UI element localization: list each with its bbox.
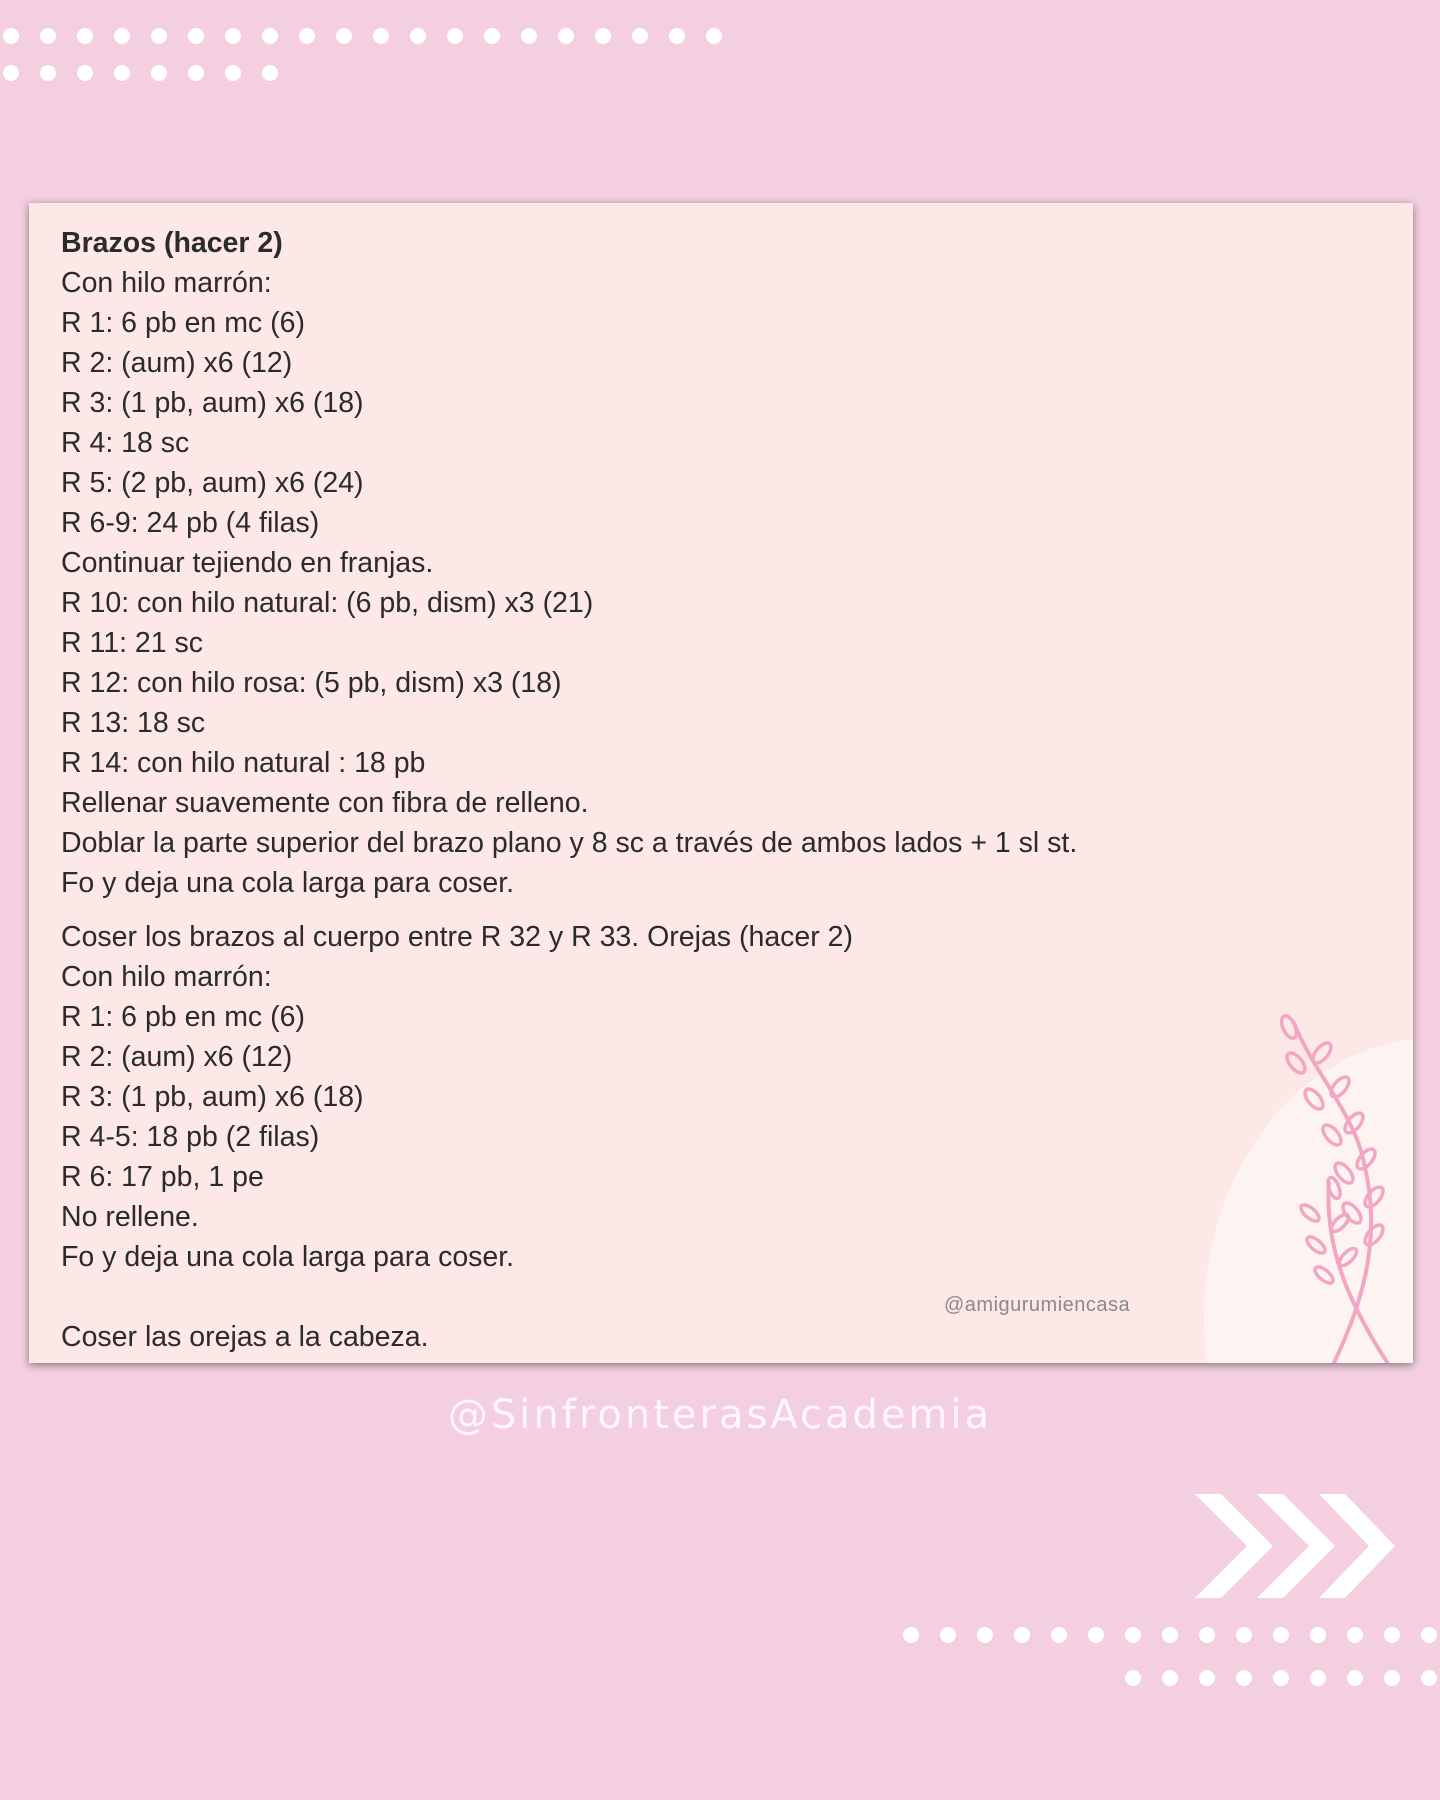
- decorative-dots-top-row-2: [3, 65, 299, 81]
- pattern-line: R 11: 21 sc: [61, 627, 204, 659]
- dot: [188, 28, 204, 44]
- pattern-line: R 4: 18 sc: [61, 427, 190, 459]
- pattern-text: [61, 223, 1241, 1357]
- pattern-line: R 5: (2 pb, aum) x6 (24): [61, 467, 364, 499]
- pattern-line: Coser los brazos al cuerpo entre R 32 y R 33. Orejas (hacer 2): [61, 921, 854, 953]
- dot: [1421, 1627, 1437, 1643]
- pattern-line: R 13: 18 sc: [61, 707, 206, 739]
- decorative-dots-bottom-row-1: [903, 1627, 1440, 1643]
- dot: [3, 65, 19, 81]
- pattern-line: Coser las orejas a la cabeza.: [61, 1321, 429, 1353]
- triple-chevron-right-icon: [1195, 1494, 1395, 1598]
- pattern-line: Con hilo marrón:: [61, 961, 272, 993]
- pattern-line: Fo y deja una cola larga para coser.: [61, 1241, 515, 1273]
- dot: [114, 28, 130, 44]
- dot: [669, 28, 685, 44]
- dot: [1162, 1627, 1178, 1643]
- dot: [77, 65, 93, 81]
- dot: [114, 65, 130, 81]
- dot: [1125, 1670, 1141, 1686]
- dot: [3, 28, 19, 44]
- pattern-line: R 12: con hilo rosa: (5 pb, dism) x3 (18): [61, 667, 562, 699]
- dot: [521, 28, 537, 44]
- dot: [262, 65, 278, 81]
- pattern-line: R 3: (1 pb, aum) x6 (18): [61, 1081, 364, 1113]
- dot: [262, 28, 278, 44]
- dot: [373, 28, 389, 44]
- dot: [225, 28, 241, 44]
- dot: [558, 28, 574, 44]
- dot: [225, 65, 241, 81]
- pattern-line: Fo y deja una cola larga para coser.: [61, 867, 515, 899]
- dot: [595, 28, 611, 44]
- dot: [151, 28, 167, 44]
- dot: [40, 28, 56, 44]
- dot: [447, 28, 463, 44]
- dot: [1236, 1670, 1252, 1686]
- dot: [977, 1627, 993, 1643]
- pattern-line: R 3: (1 pb, aum) x6 (18): [61, 387, 364, 419]
- dot: [1236, 1627, 1252, 1643]
- pattern-line: R 4-5: 18 pb (2 filas): [61, 1121, 320, 1153]
- dot: [1421, 1670, 1437, 1686]
- line-gap: [61, 903, 1241, 917]
- pattern-line: R 6: 17 pb, 1 pe: [61, 1161, 264, 1193]
- dot: [1384, 1627, 1400, 1643]
- dot: [1162, 1670, 1178, 1686]
- decorative-dots-bottom-row-2: [1125, 1670, 1440, 1686]
- pattern-line: R 10: con hilo natural: (6 pb, dism) x3 (21): [61, 587, 594, 619]
- pattern-card: [29, 203, 1413, 1363]
- pattern-line: R 1: 6 pb en mc (6): [61, 1001, 305, 1033]
- dot: [706, 28, 722, 44]
- dot: [1273, 1670, 1289, 1686]
- dot: [1273, 1627, 1289, 1643]
- dot: [1125, 1627, 1141, 1643]
- dot: [484, 28, 500, 44]
- pattern-line: R 1: 6 pb en mc (6): [61, 307, 305, 339]
- dot: [410, 28, 426, 44]
- dot: [336, 28, 352, 44]
- dot: [1199, 1627, 1215, 1643]
- dot: [1051, 1627, 1067, 1643]
- credit-watermark: @amigurumiencasa: [944, 1294, 1131, 1316]
- section-heading: Brazos (hacer 2): [61, 227, 283, 259]
- pattern-line: R 2: (aum) x6 (12): [61, 1041, 293, 1073]
- footer-handle: @SinfronterasAcademia: [447, 1392, 993, 1438]
- dot: [632, 28, 648, 44]
- pattern-line: Con hilo marrón:: [61, 267, 272, 299]
- dot: [188, 65, 204, 81]
- dot: [940, 1627, 956, 1643]
- pattern-line: R 14: con hilo natural : 18 pb: [61, 747, 426, 779]
- pattern-line: R 2: (aum) x6 (12): [61, 347, 293, 379]
- dot: [299, 28, 315, 44]
- pattern-line: Continuar tejiendo en franjas.: [61, 547, 434, 579]
- dot: [1384, 1670, 1400, 1686]
- decorative-dots-top-row-1: [3, 28, 743, 44]
- pattern-line: Rellenar suavemente con fibra de relleno.: [61, 787, 589, 819]
- dot: [40, 65, 56, 81]
- plant-branch-icon: [1244, 1013, 1413, 1363]
- pattern-line: No rellene.: [61, 1201, 199, 1233]
- dot: [1199, 1670, 1215, 1686]
- dot: [1088, 1627, 1104, 1643]
- dot: [1310, 1670, 1326, 1686]
- dot: [903, 1627, 919, 1643]
- dot: [1014, 1627, 1030, 1643]
- pattern-line: R 6-9: 24 pb (4 filas): [61, 507, 320, 539]
- dot: [77, 28, 93, 44]
- pattern-line: Doblar la parte superior del brazo plano y 8 sc a través de ambos lados + 1 sl st.: [61, 827, 1078, 859]
- dot: [1347, 1670, 1363, 1686]
- dot: [1310, 1627, 1326, 1643]
- dot: [151, 65, 167, 81]
- dot: [1347, 1627, 1363, 1643]
